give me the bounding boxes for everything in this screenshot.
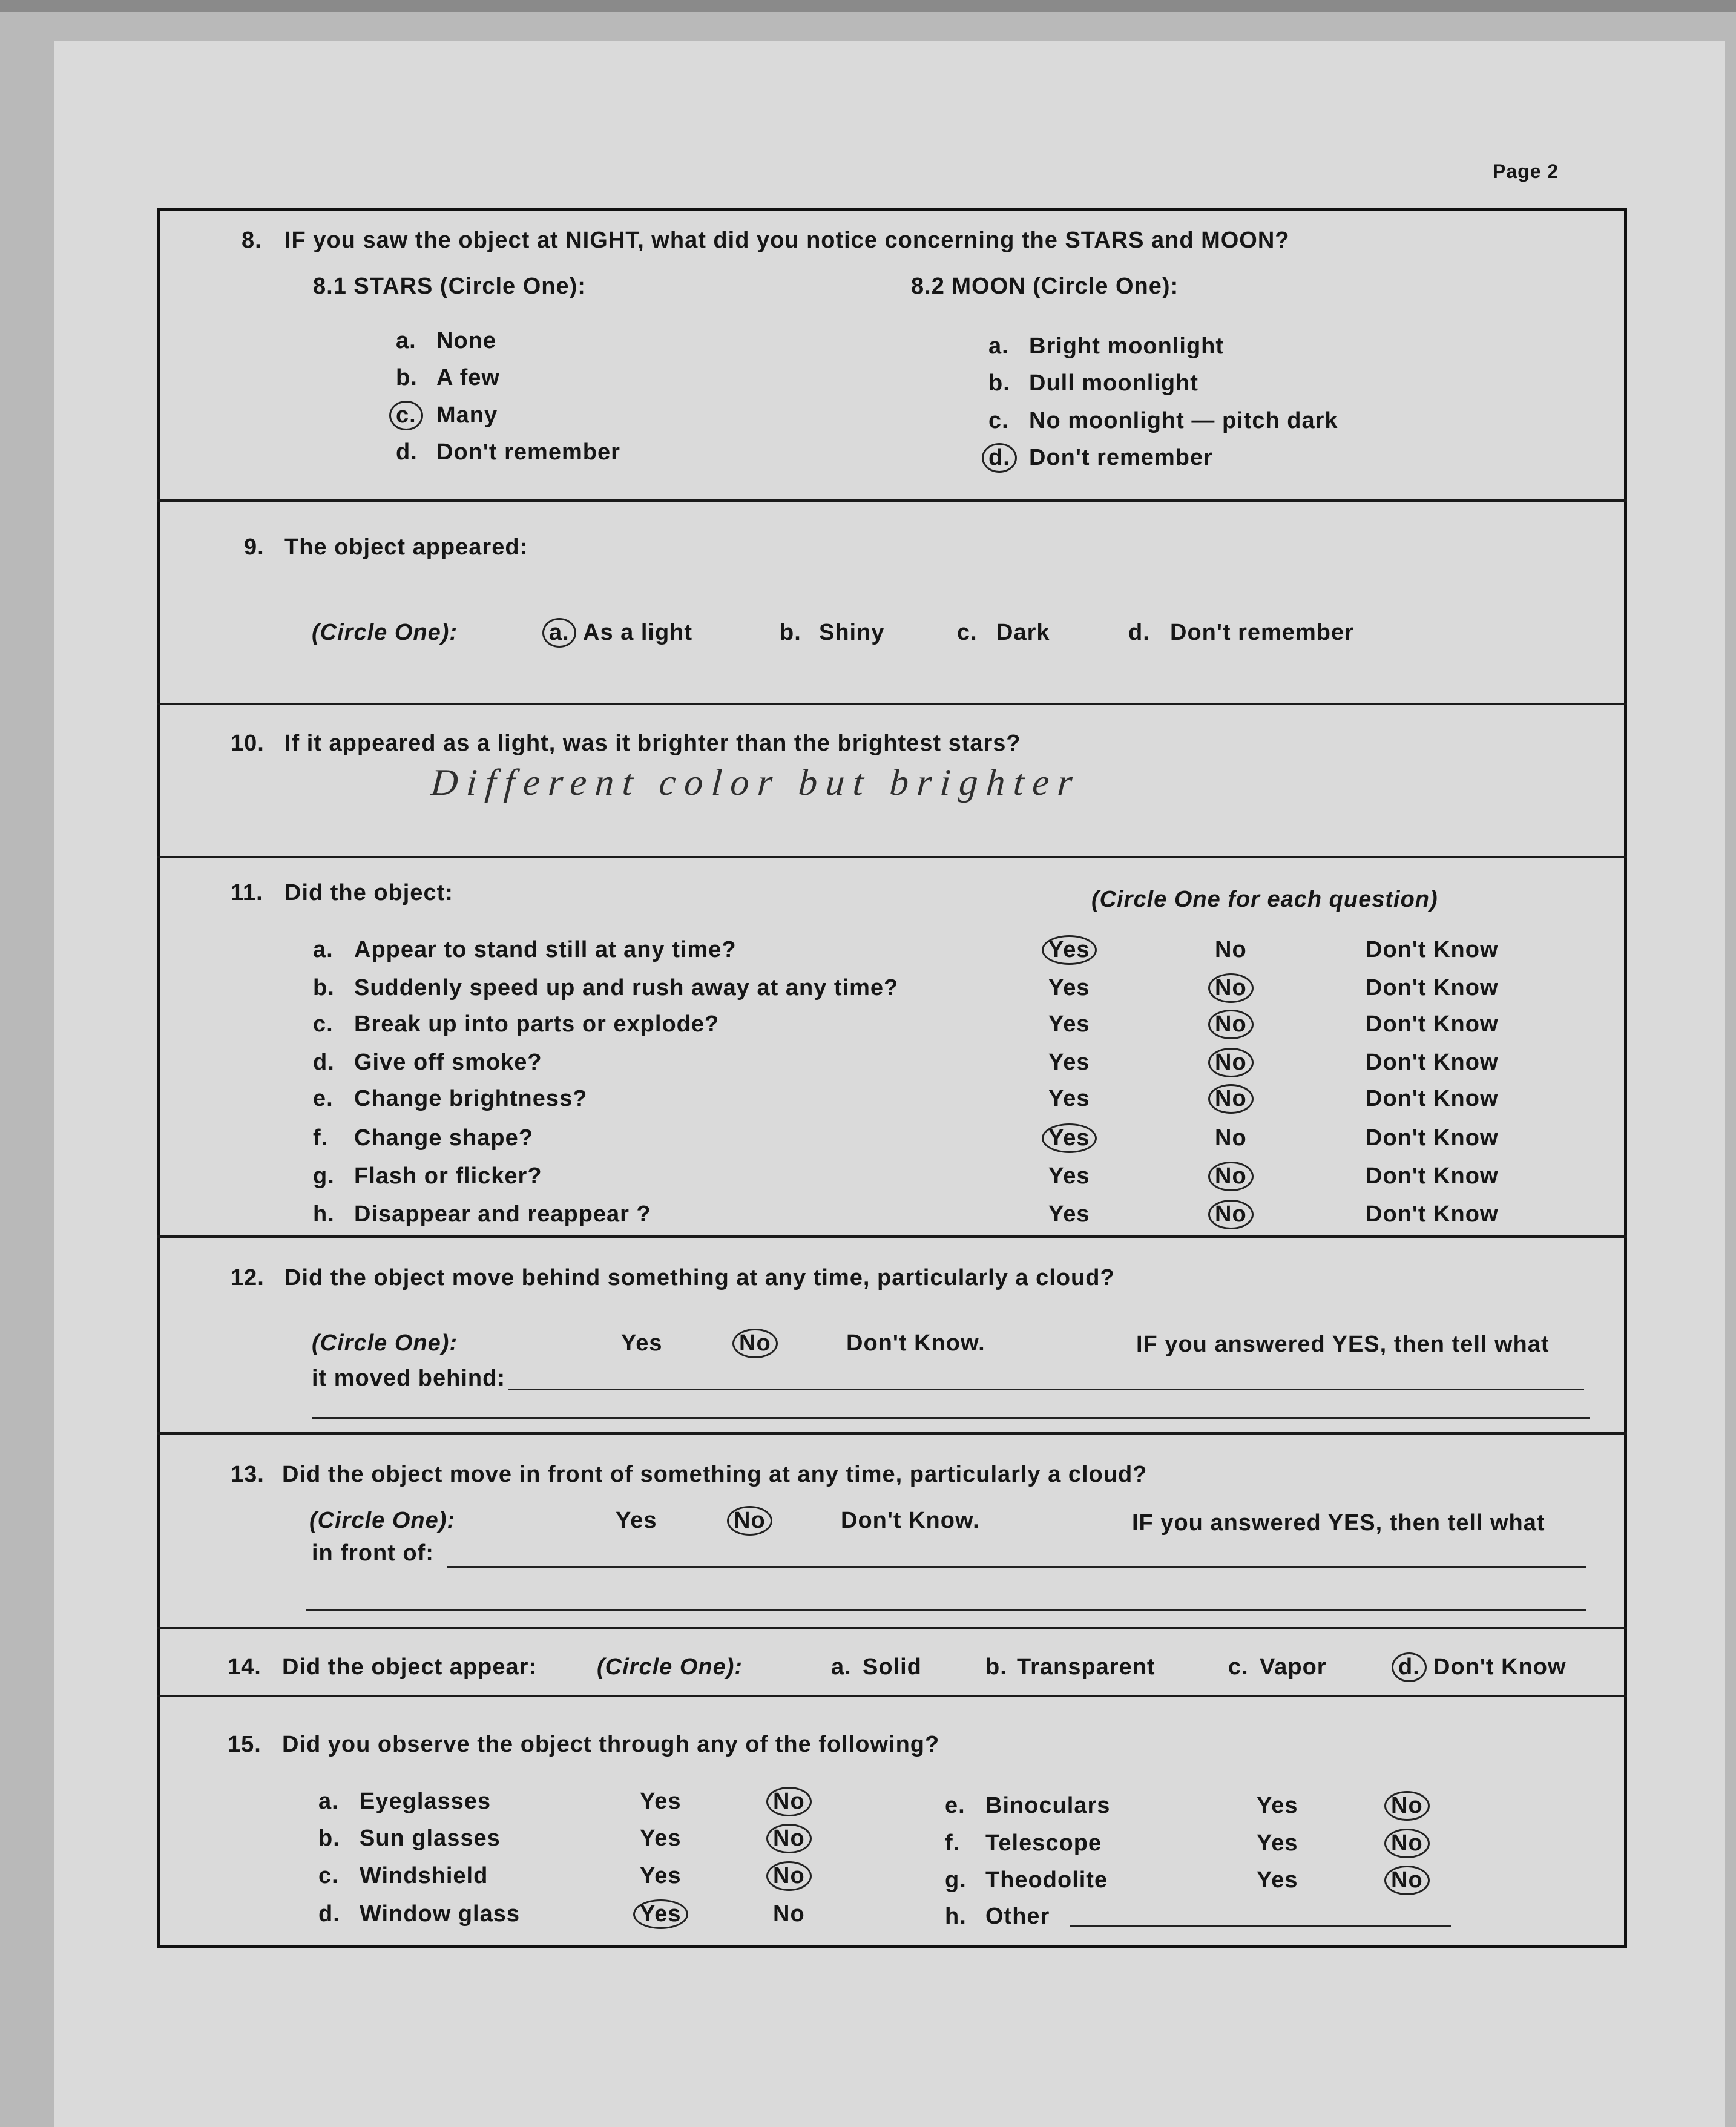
q14-circle-label: (Circle One):	[597, 1654, 743, 1680]
q10-number: 10.	[231, 731, 265, 756]
q15-no[interactable]	[773, 1826, 805, 1852]
q11-item-letter: c.	[313, 1011, 334, 1037]
q13-question: Did the object move in front of something at any time, particularly a cloud?	[282, 1462, 1148, 1487]
q14-option-label[interactable]: Transparent	[1017, 1654, 1156, 1680]
q14-option-label[interactable]: Don't Know	[1433, 1654, 1567, 1680]
stars-option-label[interactable]: A few	[436, 365, 500, 390]
moon-option-letter[interactable]	[988, 445, 1010, 471]
q15-question: Did you observe the object through any of the following?	[282, 1732, 940, 1757]
q12-number: 12.	[231, 1265, 265, 1290]
answer-circle: No	[1384, 1866, 1430, 1895]
q11-dont-know[interactable]: Don't Know	[1366, 975, 1499, 1001]
answer-circle: No	[727, 1506, 772, 1536]
answer-circle: No	[1208, 1200, 1254, 1229]
q11-yes[interactable]: Yes	[1048, 1163, 1090, 1189]
q15-item-label: Sun glasses	[360, 1826, 501, 1851]
answer-circle: c.	[389, 401, 423, 430]
q9-number: 9.	[244, 534, 265, 560]
q15-item-letter: c.	[318, 1863, 339, 1889]
answer-circle: Yes	[1042, 1123, 1097, 1153]
q15-item-letter: a.	[318, 1789, 339, 1814]
q11-item-question: Disappear and reappear ?	[354, 1202, 651, 1227]
q15-item-letter: d.	[318, 1901, 340, 1927]
q9-option-letter[interactable]	[549, 620, 570, 646]
q14-option-letter[interactable]	[1398, 1654, 1420, 1680]
q11-no[interactable]	[1215, 1086, 1247, 1112]
q15-item-label: Theodolite	[985, 1867, 1108, 1893]
q11-question: Did the object:	[284, 880, 453, 906]
q9-option-label[interactable]: Dark	[996, 620, 1050, 645]
q11-no[interactable]	[1215, 1202, 1247, 1228]
q15-yes[interactable]: Yes	[1257, 1793, 1298, 1818]
q11-yes[interactable]: Yes	[1048, 975, 1090, 1001]
q9-circle-label: (Circle One):	[312, 620, 458, 645]
page-number: Page 2	[1493, 160, 1559, 182]
divider	[157, 1432, 1627, 1435]
stars-option-letter[interactable]: b.	[396, 365, 418, 390]
q8-moon-title: 8.2 MOON (Circle One):	[911, 274, 1179, 299]
q8-number: 8.	[242, 228, 262, 253]
q15-yes[interactable]: Yes	[1257, 1830, 1298, 1856]
q15-item-label: Eyeglasses	[360, 1789, 492, 1814]
q11-item-letter: f.	[313, 1125, 329, 1151]
q11-no[interactable]: No	[1215, 1125, 1247, 1151]
stars-option-label[interactable]: Don't remember	[436, 439, 620, 465]
q11-yes[interactable]	[1048, 937, 1090, 963]
q11-number: 11.	[231, 880, 263, 906]
q9-option-letter[interactable]: c.	[957, 620, 978, 645]
q11-no[interactable]	[1215, 1050, 1247, 1076]
q11-dont-know[interactable]: Don't Know	[1366, 1011, 1499, 1037]
q14-option-letter[interactable]: b.	[985, 1654, 1007, 1680]
divider	[157, 1235, 1627, 1238]
q11-item-letter: e.	[313, 1086, 334, 1111]
q13-circle-label: (Circle One):	[309, 1508, 456, 1533]
q12-blank-label: it moved behind:	[312, 1366, 505, 1391]
q14-option-label[interactable]: Solid	[863, 1654, 922, 1680]
q13-no[interactable]	[734, 1508, 766, 1534]
q15-no[interactable]	[773, 1789, 805, 1815]
moon-option-letter[interactable]: b.	[988, 370, 1010, 396]
q15-number: 15.	[228, 1732, 261, 1757]
q11-no[interactable]	[1215, 975, 1247, 1001]
q11-dont-know[interactable]: Don't Know	[1366, 1163, 1499, 1189]
q15-yes[interactable]: Yes	[640, 1863, 682, 1889]
q14-option-letter[interactable]: c.	[1228, 1654, 1249, 1680]
q9-option-label[interactable]: Shiny	[819, 620, 885, 645]
q13-blank-line[interactable]	[447, 1566, 1586, 1568]
stars-option-letter[interactable]: a.	[396, 328, 416, 353]
answer-circle: No	[1208, 973, 1254, 1003]
divider	[157, 1695, 1627, 1697]
q15-yes[interactable]: Yes	[1257, 1867, 1298, 1893]
answer-circle: No	[766, 1861, 812, 1891]
q11-item-question: Change brightness?	[354, 1086, 588, 1111]
q9-option-label[interactable]: Don't remember	[1170, 620, 1354, 645]
q11-item-question: Appear to stand still at any time?	[354, 937, 737, 962]
q11-yes[interactable]: Yes	[1048, 1050, 1090, 1075]
answer-circle: No	[766, 1824, 812, 1853]
q11-item-letter: g.	[313, 1163, 335, 1189]
stars-option-letter[interactable]: d.	[396, 439, 418, 465]
answer-circle: Yes	[633, 1899, 688, 1929]
divider	[157, 1627, 1627, 1629]
q12-blank-line[interactable]	[508, 1389, 1584, 1390]
q11-dont-know[interactable]: Don't Know	[1366, 1050, 1499, 1075]
q14-number: 14.	[228, 1654, 261, 1680]
q11-no[interactable]	[1215, 1011, 1247, 1037]
q15-yes[interactable]: Yes	[640, 1826, 682, 1851]
q14-option-letter[interactable]: a.	[831, 1654, 852, 1680]
q14-option-label[interactable]: Vapor	[1260, 1654, 1327, 1680]
q12-if-yes: IF you answered YES, then tell what	[1136, 1332, 1550, 1357]
q13-blank-label: in front of:	[312, 1540, 434, 1566]
q11-item-question: Give off smoke?	[354, 1050, 542, 1075]
scan-border	[0, 0, 1736, 12]
stars-option-label[interactable]: None	[436, 328, 496, 353]
divider	[157, 856, 1627, 858]
q8-stars-title: 8.1 STARS (Circle One):	[313, 274, 586, 299]
q15-item-letter: e.	[945, 1793, 965, 1818]
q15-item-letter: f.	[945, 1830, 961, 1856]
q15-item-label: Windshield	[360, 1863, 488, 1889]
q9-option-letter[interactable]: b.	[780, 620, 801, 645]
answer-circle: Yes	[1042, 935, 1097, 965]
q11-dont-know[interactable]: Don't Know	[1366, 1086, 1499, 1111]
q11-item-letter: a.	[313, 937, 334, 962]
q8-question: IF you saw the object at NIGHT, what did you notice concerning the STARS and MOON?	[284, 228, 1290, 253]
q11-no[interactable]	[1215, 1163, 1247, 1189]
answer-circle: a.	[542, 618, 576, 648]
q13-blank-line-2[interactable]	[306, 1609, 1586, 1611]
q9-option-letter[interactable]: d.	[1128, 620, 1150, 645]
moon-option-label[interactable]: Dull moonlight	[1029, 370, 1198, 396]
q11-yes[interactable]	[1048, 1125, 1090, 1151]
q15-no[interactable]	[773, 1863, 805, 1889]
answer-circle: No	[732, 1329, 778, 1358]
moon-option-label[interactable]: Don't remember	[1029, 445, 1213, 470]
answer-circle: No	[1208, 1010, 1254, 1039]
q11-dont-know[interactable]: Don't Know	[1366, 1202, 1499, 1227]
divider	[157, 499, 1627, 502]
form-box	[157, 208, 1627, 1948]
divider	[157, 703, 1627, 705]
q12-yes[interactable]: Yes	[621, 1330, 663, 1356]
q11-circle-label: (Circle One for each question)	[1091, 887, 1438, 912]
q10-question: If it appeared as a light, was it brighter than the brightest stars?	[284, 731, 1021, 756]
stars-option-letter[interactable]	[396, 403, 416, 429]
answer-circle: No	[1384, 1791, 1430, 1821]
q13-if-yes: IF you answered YES, then tell what	[1132, 1510, 1545, 1536]
q11-yes[interactable]: Yes	[1048, 1011, 1090, 1037]
answer-circle: d.	[1392, 1652, 1427, 1682]
q12-circle-label: (Circle One):	[312, 1330, 458, 1356]
answer-circle: No	[1208, 1162, 1254, 1191]
q12-blank-line-2[interactable]	[312, 1417, 1590, 1419]
moon-option-letter[interactable]: c.	[988, 408, 1009, 433]
q15-no[interactable]	[1391, 1793, 1423, 1819]
q15-no[interactable]	[1391, 1830, 1423, 1856]
q15-yes[interactable]: Yes	[640, 1789, 682, 1814]
moon-option-letter[interactable]: a.	[988, 334, 1009, 359]
q11-item-question: Flash or flicker?	[354, 1163, 542, 1189]
q15-item-label: Window glass	[360, 1901, 521, 1927]
q15-other-label: Other	[985, 1904, 1050, 1929]
q9-question: The object appeared:	[284, 534, 528, 560]
q11-yes[interactable]: Yes	[1048, 1202, 1090, 1227]
q11-yes[interactable]: Yes	[1048, 1086, 1090, 1111]
answer-circle: No	[766, 1787, 812, 1816]
q14-question: Did the object appear:	[282, 1654, 538, 1680]
answer-circle: No	[1384, 1829, 1430, 1858]
q15-item-label: Telescope	[985, 1830, 1102, 1856]
q13-number: 13.	[231, 1462, 265, 1487]
q11-dont-know[interactable]: Don't Know	[1366, 937, 1499, 962]
q15-yes[interactable]	[640, 1901, 682, 1927]
q12-dont-know[interactable]: Don't Know.	[846, 1330, 985, 1356]
q11-item-question: Suddenly speed up and rush away at any time?	[354, 975, 899, 1001]
q15-no[interactable]	[1391, 1867, 1423, 1893]
q15-no[interactable]: No	[773, 1901, 805, 1927]
q11-item-question: Break up into parts or explode?	[354, 1011, 720, 1037]
q15-item-letter: g.	[945, 1867, 967, 1893]
q15-other-blank-line[interactable]	[1070, 1925, 1451, 1927]
stars-option-label[interactable]: Many	[436, 403, 498, 428]
q11-dont-know[interactable]: Don't Know	[1366, 1125, 1499, 1151]
moon-option-label[interactable]: No moonlight — pitch dark	[1029, 408, 1338, 433]
answer-circle: d.	[982, 443, 1017, 473]
q11-item-letter: h.	[313, 1202, 335, 1227]
q11-item-letter: d.	[313, 1050, 335, 1075]
q15-other-letter: h.	[945, 1904, 967, 1929]
answer-circle: No	[1208, 1048, 1254, 1077]
q12-no[interactable]	[739, 1330, 771, 1356]
q11-item-question: Change shape?	[354, 1125, 533, 1151]
answer-circle: No	[1208, 1084, 1254, 1114]
q9-option-label[interactable]: As a light	[583, 620, 693, 645]
q13-yes[interactable]: Yes	[616, 1508, 657, 1533]
q13-dont-know[interactable]: Don't Know.	[841, 1508, 980, 1533]
q15-item-label: Binoculars	[985, 1793, 1111, 1818]
moon-option-label[interactable]: Bright moonlight	[1029, 334, 1225, 359]
q10-handwritten-answer[interactable]: Different color but brighter	[429, 762, 1082, 803]
q11-item-letter: b.	[313, 975, 335, 1001]
q15-item-letter: b.	[318, 1826, 340, 1851]
q12-question: Did the object move behind something at any time, particularly a cloud?	[284, 1265, 1115, 1290]
q11-no[interactable]: No	[1215, 937, 1247, 962]
